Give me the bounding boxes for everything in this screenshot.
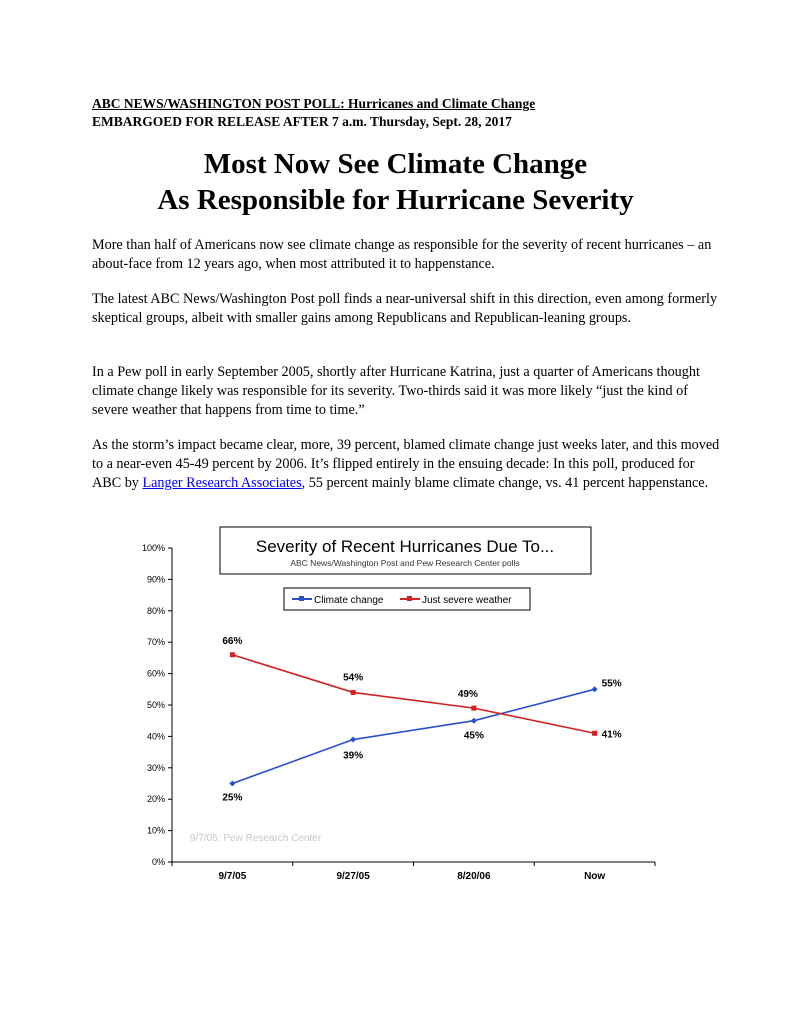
chart-title: Severity of Recent Hurricanes Due To... [255,537,555,556]
climate-change-point [350,737,356,743]
severe-weather-point [230,652,235,657]
x-tick-label: Now [584,871,606,882]
series-line-climate-change [232,689,594,783]
hurricane-severity-chart [120,526,665,892]
headline-line-1: Most Now See Climate Change [203,148,588,180]
header-release-title: ABC NEWS/WASHINGTON POST POLL: Hurricanes and Climate Change [92,96,536,111]
data-label: 54% [343,672,364,684]
paragraph-4 [92,436,722,493]
paragraph-4-text-end: , 55 percent mainly blame climate change, vs. 41 percent happenstance. [301,475,709,491]
paragraph-3: In a Pew poll in early September 2005, shortly after Hurricane Katrina, just a quarter of Americans thought climate change likely was responsible for its severity. Two-thirds said it was more likely “just the kind of severe weather that happens from time to time.” [92,364,700,418]
paragraph-1: More than half of Americans now see climate change as responsible for the severity of recent hurricanes – an about-face from 12 years ago, when most attributed it to happenstance. [92,237,712,272]
legend-climate-change-marker [299,596,304,601]
severe-weather-point [592,731,597,736]
legend-severe-weather-marker [407,596,412,601]
climate-change-point [471,718,477,724]
data-label: 39% [343,750,364,762]
climate-change-point [592,686,598,692]
y-tick-label: 20% [146,794,165,805]
y-tick-label: 90% [146,574,165,585]
climate-change-point [229,781,235,787]
chart-source-annotation: 9/7/05: Pew Research Center [190,833,322,844]
langer-research-link[interactable]: Langer Research Associates [142,475,302,491]
data-label: 41% [601,729,622,741]
data-label: 45% [463,730,484,742]
x-tick-label: 9/27/05 [336,871,370,882]
data-label: 66% [222,635,243,647]
severe-weather-point [471,706,476,711]
chart-subtitle: ABC News/Washington Post and Pew Research Center polls [290,558,520,568]
paragraph-4-text-start: As the storm’s impact became clear, more, 39 percent, blamed climate change just weeks later, and this moved to a near-even 45-49 percent by 2006. It’s flipped entirely in the ensuing decade: In this poll, produced for ABC by [92,437,720,491]
y-tick-label: 30% [146,762,165,773]
header-embargo-note: EMBARGOED FOR RELEASE AFTER 7 a.m. Thursday, Sept. 28, 2017 [92,114,512,129]
legend-severe-weather-label: Just severe weather [422,595,512,606]
y-tick-label: 100% [141,543,165,553]
y-tick-label: 70% [146,637,165,648]
legend-climate-change-label: Climate change [314,595,384,606]
x-tick-label: 9/7/05 [218,871,247,882]
y-tick-label: 40% [146,731,165,742]
data-label: 49% [457,689,478,701]
headline-line-2: As Responsible for Hurricane Severity [157,184,634,216]
y-tick-label: 60% [146,668,165,679]
y-tick-label: 50% [146,700,165,710]
data-label: 55% [601,678,622,690]
y-tick-label: 10% [146,825,165,836]
paragraph-2: The latest ABC News/Washington Post poll finds a near-universal shift in this direction, even among formerly skeptical groups, albeit with smaller gains among Republicans and Republican-leaning groups. [92,291,718,326]
data-label: 25% [222,792,243,804]
x-tick-label: 8/20/06 [457,871,491,882]
series-line-severe-weather [232,655,594,734]
y-tick-label: 80% [146,605,165,616]
severe-weather-point [351,690,356,695]
y-tick-label: 0% [151,857,165,867]
